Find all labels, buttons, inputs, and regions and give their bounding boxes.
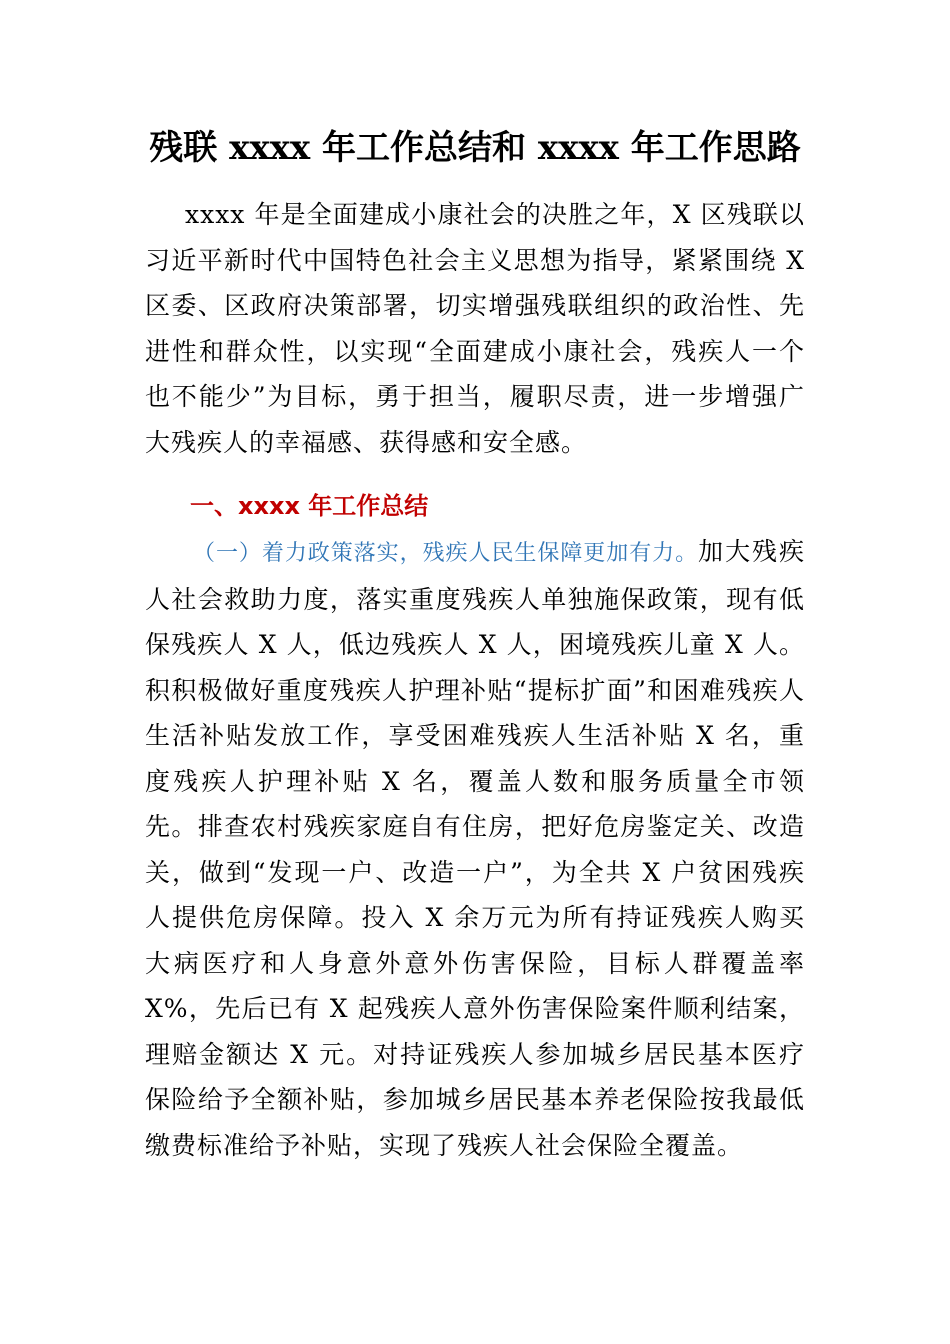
paragraph-subheading: （一）着力政策落实，残疾人民生保障更加有力。 [193, 541, 699, 566]
summary-paragraph-1 [145, 529, 805, 1168]
document-title: 残联 xxxx 年工作总结和 xxxx 年工作思路 [149, 128, 801, 168]
paragraph-body: 加大残疾人社会救助力度，落实重度残疾人单独施保政策，现有低保残疾人 X 人，低边残疾人 X 人，困境残疾儿童 X 人。积积极做好重度残疾人护理补贴“提标扩面”和困难残疾人生活补贴发放工作，享受困难残疾人生活补贴 X 名，重度残疾人护理补贴 X 名，覆盖人数和服务质量全市领先。排查农村残疾家庭自有住房，把好危房鉴定关、改造关，做到“发现一户、改造一户”，为全共 X 户贫困残疾人提供危房保障。投入 X 余万元为所有持证残疾人购买大病医疗和人身意外意外伤害保险，目标人群覆盖率 X%，先后已有 X 起残疾人意外伤害保险案件顺利结案，理赔金额达 X 元。对持证残疾人参加城乡居民基本医疗保险给予全额补贴，参加城乡居民基本养老保险按我最低缴费标准给予补贴，实现了残疾人社会保险全覆盖。 [145, 537, 805, 1160]
section-heading: 一、xxxx 年工作总结 [190, 492, 429, 520]
intro-paragraph: xxxx 年是全面建成小康社会的决胜之年，X 区残联以习近平新时代中国特色社会主义思想为指导，紧紧围绕 X 区委、区政府决策部署，切实增强残联组织的政治性、先进性和群众性，以实现“全面建成小康社会，残疾人一个也不能少”为目标，勇于担当，履职尽责，进一步增强广大残疾人的幸福感、获得感和安全感。 [145, 200, 805, 457]
